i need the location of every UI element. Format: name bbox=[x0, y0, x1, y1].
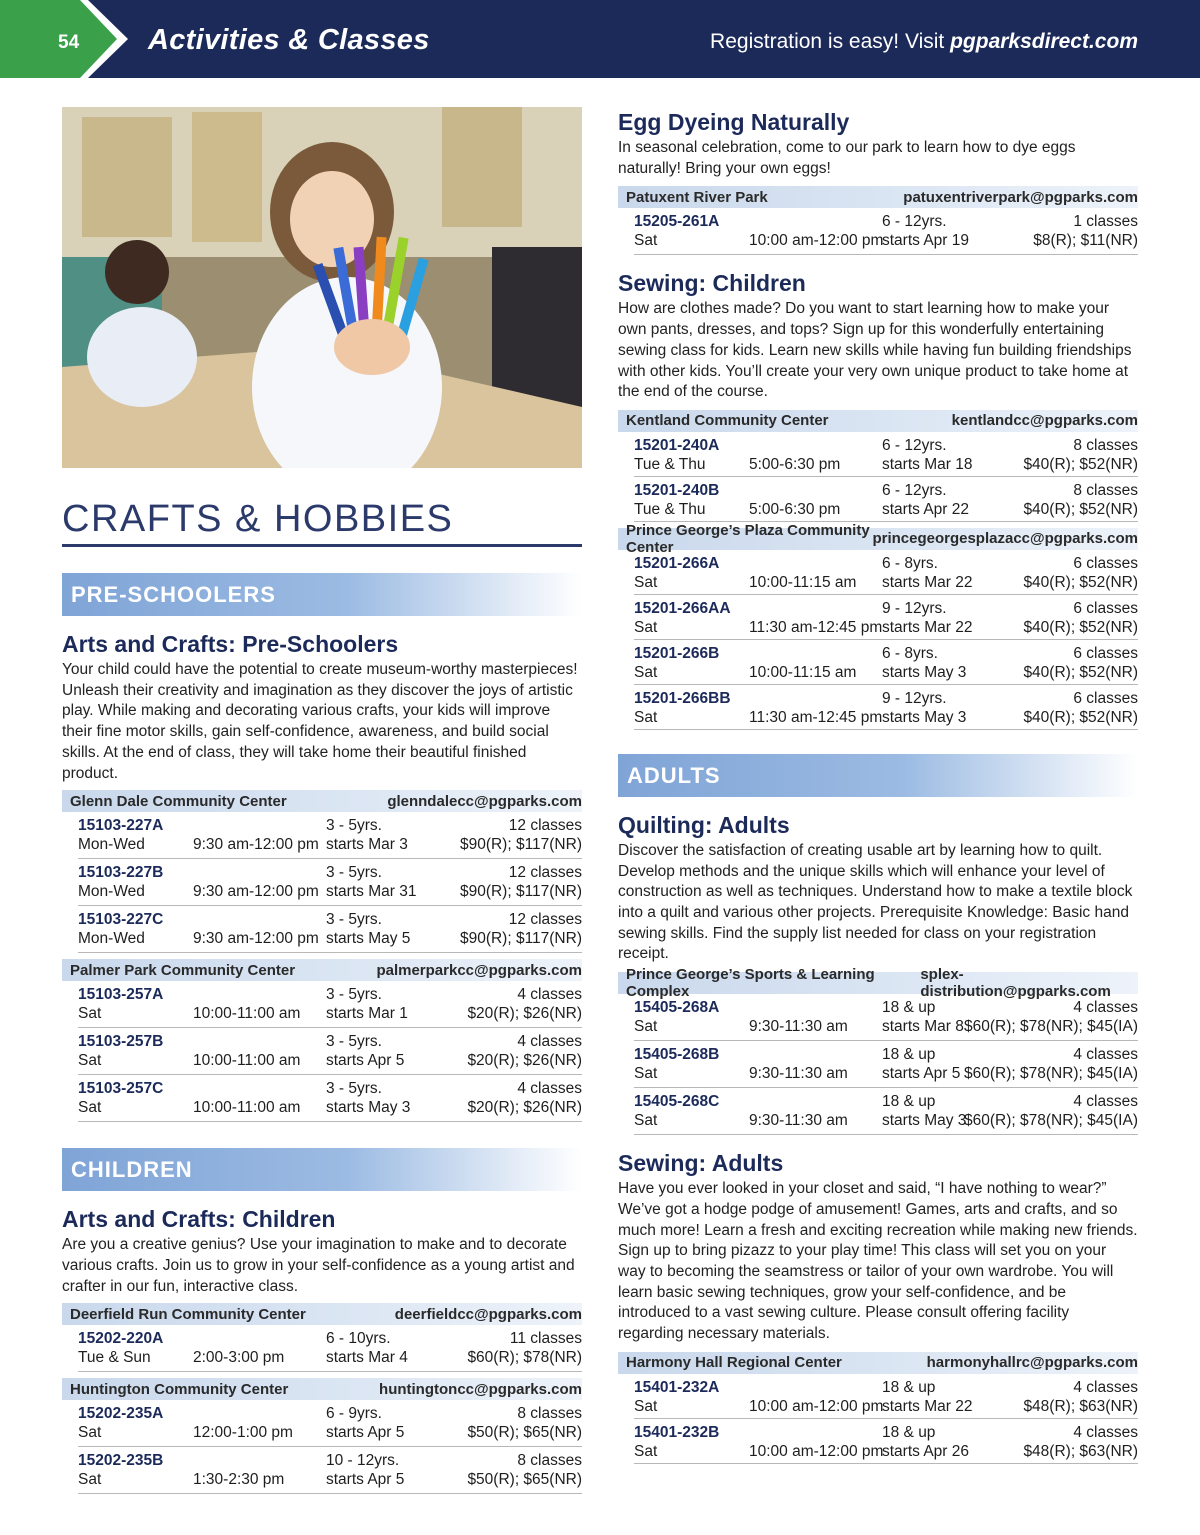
session-row[interactable] bbox=[634, 208, 1138, 255]
location-email[interactable]: princegeorgesplazacc@pgparks.com bbox=[872, 530, 1138, 548]
session-row[interactable] bbox=[634, 550, 1138, 595]
session-day: Sat bbox=[78, 1099, 102, 1117]
location-email[interactable]: patuxentriverpark@pgparks.com bbox=[903, 188, 1138, 206]
session-code: 15405-268C bbox=[634, 1093, 720, 1111]
location-bar bbox=[62, 959, 582, 981]
session-start: starts Mar 22 bbox=[882, 573, 973, 591]
session-row[interactable] bbox=[78, 859, 582, 906]
right-column bbox=[618, 108, 1138, 1464]
course-title: Sewing: Children bbox=[618, 270, 806, 297]
location-bar bbox=[62, 1303, 582, 1325]
location-bar bbox=[618, 966, 1138, 1001]
session-day: Sat bbox=[634, 1397, 658, 1415]
session-age: 6 - 9yrs. bbox=[326, 1405, 382, 1423]
session-start: starts Mar 31 bbox=[326, 883, 417, 901]
session-code: 15201-266BB bbox=[634, 689, 731, 707]
session-row[interactable] bbox=[78, 1400, 582, 1447]
session-fee: $40(R); $52(NR) bbox=[1023, 573, 1138, 591]
course-title: Egg Dyeing Naturally bbox=[618, 109, 850, 135]
session-start: starts May 5 bbox=[326, 930, 411, 948]
session-classes: 4 classes bbox=[1073, 1378, 1138, 1396]
session-time: 10:00-11:00 am bbox=[193, 1005, 301, 1023]
session-code: 15205-261A bbox=[634, 213, 720, 231]
session-day: Sat bbox=[78, 1052, 102, 1070]
session-code: 15405-268A bbox=[634, 999, 720, 1017]
location-name: Huntington Community Center bbox=[70, 1380, 289, 1398]
session-row[interactable] bbox=[78, 981, 582, 1028]
location-name: Prince George’s Sports & Learning Complex bbox=[626, 966, 875, 1001]
session-classes: 6 classes bbox=[1073, 644, 1138, 662]
course-title: Arts and Crafts: Pre-Schoolers bbox=[62, 631, 399, 657]
session-start: starts May 3 bbox=[882, 708, 967, 726]
session-time: 10:00 am-12:00 pm bbox=[749, 1442, 884, 1460]
session-age: 6 - 8yrs. bbox=[882, 554, 938, 572]
session-row[interactable] bbox=[78, 1325, 582, 1372]
session-age: 6 - 12yrs. bbox=[882, 481, 947, 499]
session-fee: $90(R); $117(NR) bbox=[459, 883, 582, 901]
session-time: 2:00-3:00 pm bbox=[193, 1349, 285, 1367]
session-row[interactable] bbox=[78, 1075, 582, 1122]
session-classes: 8 classes bbox=[517, 1405, 582, 1423]
course-description: Have you ever looked in your closet and said, “I have nothing to wear?” We’ve got a hodge podge of amusement! Games, arts and crafts, and so much more! Learn a fresh and exciting recreation while making new friends. Sign up to bring pizazz to your play time! This class will set you on your way to becoming the seamstress or tailor of your own wardrobe. You will learn basic sewing techniques, grow your self-confidence, and be introduced to a vast sewing culture. Please consult offering facility regarding necessary materials. bbox=[618, 1180, 1138, 1343]
session-day: Tue & Sun bbox=[78, 1349, 151, 1367]
session-classes: 6 classes bbox=[1073, 599, 1138, 617]
session-day: Sat bbox=[634, 573, 658, 591]
session-start: starts Mar 4 bbox=[326, 1349, 408, 1367]
session-classes: 8 classes bbox=[1073, 481, 1138, 499]
session-row[interactable] bbox=[634, 994, 1138, 1041]
session-code: 15201-240B bbox=[634, 481, 720, 499]
location-email[interactable]: glenndalecc@pgparks.com bbox=[387, 792, 582, 810]
session-start: starts Mar 3 bbox=[326, 836, 408, 854]
session-fee: $20(R); $26(NR) bbox=[467, 1005, 582, 1023]
location-email[interactable]: deerfieldcc@pgparks.com bbox=[394, 1305, 582, 1323]
session-code: 15405-268B bbox=[634, 1046, 720, 1064]
session-row[interactable] bbox=[634, 640, 1138, 685]
session-classes: 12 classes bbox=[508, 864, 582, 882]
session-fee: $90(R); $117(NR) bbox=[459, 836, 582, 854]
session-row[interactable] bbox=[634, 595, 1138, 640]
session-fee: $90(R); $117(NR) bbox=[459, 930, 582, 948]
session-classes: 6 classes bbox=[1073, 554, 1138, 572]
session-day: Sat bbox=[634, 232, 658, 250]
session-day: Sat bbox=[78, 1424, 102, 1442]
session-time: 11:30 am-12:45 pm bbox=[749, 708, 883, 726]
session-fee: $60(R); $78(NR) bbox=[467, 1349, 582, 1367]
session-day: Sat bbox=[78, 1005, 102, 1023]
session-code: 15103-257B bbox=[78, 1033, 164, 1051]
session-fee: $8(R); $11(NR) bbox=[1033, 232, 1138, 250]
session-age: 9 - 12yrs. bbox=[882, 599, 947, 617]
location-name: Patuxent River Park bbox=[626, 188, 768, 206]
session-age: 3 - 5yrs. bbox=[326, 986, 382, 1004]
course-arts-preschoolers bbox=[62, 630, 582, 1122]
session-time: 10:00-11:15 am bbox=[749, 573, 857, 591]
section-title: Activities & Classes bbox=[148, 24, 430, 56]
session-code: 15401-232A bbox=[634, 1378, 720, 1396]
session-fee: $60(R); $78(NR); $45(IA) bbox=[963, 1112, 1138, 1130]
session-start: starts Mar 1 bbox=[326, 1005, 408, 1023]
location-bar bbox=[618, 521, 1138, 556]
session-fee: $48(R); $63(NR) bbox=[1023, 1442, 1138, 1460]
band-preschoolers: PRE-SCHOOLERS bbox=[62, 573, 582, 616]
location-bar bbox=[618, 186, 1138, 208]
session-time: 9:30 am-12:00 pm bbox=[193, 930, 319, 948]
session-age: 6 - 10yrs. bbox=[326, 1330, 391, 1348]
session-row[interactable] bbox=[634, 685, 1138, 730]
session-code: 15103-257A bbox=[78, 986, 164, 1004]
course-sewing-adults bbox=[618, 1149, 1138, 1464]
session-code: 15202-220A bbox=[78, 1330, 164, 1348]
session-time: 9:30-11:30 am bbox=[749, 1065, 848, 1083]
session-age: 3 - 5yrs. bbox=[326, 864, 382, 882]
session-fee: $20(R); $26(NR) bbox=[467, 1052, 582, 1070]
registration-link[interactable]: pgparksdirect.com bbox=[950, 30, 1138, 53]
session-start: starts Apr 5 bbox=[882, 1065, 961, 1083]
session-start: starts Mar 18 bbox=[882, 455, 973, 473]
course-description: Are you a creative genius? Use your imagination to make and to decorate various crafts. Join us to grow in your self-confidence as a young artist and crafter in our fun, interactive class. bbox=[62, 1236, 575, 1295]
location-email[interactable]: huntingtoncc@pgparks.com bbox=[379, 1380, 582, 1398]
session-code: 15201-266A bbox=[634, 554, 720, 572]
session-classes: 4 classes bbox=[1073, 1093, 1138, 1111]
session-day: Sat bbox=[634, 618, 658, 636]
location-bar bbox=[618, 410, 1138, 432]
location-name: Palmer Park Community Center bbox=[70, 961, 296, 979]
session-code: 15201-266B bbox=[634, 644, 720, 662]
course-description: Your child could have the potential to create museum-worthy masterpieces! Unleash their creativity and imagination as they discover the joys of artistic play. While making and decorating various crafts, your kids will improve their fine motor skills, gain self-confidence, awareness, and build social skills. At the end of class, they will take home their beautiful finished product. bbox=[62, 661, 578, 782]
course-quilting-adults bbox=[618, 811, 1138, 1135]
session-day: Mon-Wed bbox=[78, 883, 145, 901]
session-age: 6 - 12yrs. bbox=[882, 436, 947, 454]
session-classes: 11 classes bbox=[509, 1330, 582, 1348]
session-row[interactable] bbox=[78, 1028, 582, 1075]
session-age: 3 - 5yrs. bbox=[326, 1080, 382, 1098]
location-email[interactable]: splex-distribution@pgparks.com bbox=[920, 966, 1111, 1001]
category-divider bbox=[62, 544, 582, 547]
session-row[interactable] bbox=[78, 1447, 582, 1494]
session-fee: $40(R); $52(NR) bbox=[1023, 618, 1138, 636]
registration-prefix: Registration is easy! Visit bbox=[710, 30, 951, 53]
session-time: 9:30-11:30 am bbox=[749, 1018, 848, 1036]
left-column bbox=[62, 107, 582, 1494]
session-code: 15201-266AA bbox=[634, 599, 731, 617]
session-fee: $50(R); $65(NR) bbox=[467, 1424, 582, 1442]
session-age: 3 - 5yrs. bbox=[326, 911, 382, 929]
session-age: 10 - 12yrs. bbox=[326, 1452, 400, 1470]
session-time: 9:30 am-12:00 pm bbox=[193, 836, 319, 854]
course-egg-dyeing bbox=[618, 108, 1138, 255]
session-age: 6 - 8yrs. bbox=[882, 644, 938, 662]
session-age: 3 - 5yrs. bbox=[326, 1033, 382, 1051]
band-children: CHILDREN bbox=[62, 1148, 582, 1191]
session-time: 10:00-11:00 am bbox=[193, 1052, 301, 1070]
session-row[interactable] bbox=[634, 1088, 1138, 1135]
session-start: starts May 3 bbox=[882, 1112, 967, 1130]
session-time: 10:00-11:15 am bbox=[749, 663, 857, 681]
location-email[interactable]: kentlandcc@pgparks.com bbox=[951, 412, 1138, 430]
session-code: 15202-235A bbox=[78, 1405, 164, 1423]
course-description: In seasonal celebration, come to our park to learn how to dye eggs naturally! Bring your own eggs! bbox=[618, 139, 1076, 177]
band-adults: ADULTS bbox=[618, 754, 1138, 797]
course-sewing-children bbox=[618, 269, 1138, 730]
session-start: starts Apr 22 bbox=[882, 500, 970, 518]
session-classes: 4 classes bbox=[517, 1033, 582, 1051]
session-age: 6 - 12yrs. bbox=[882, 213, 947, 231]
course-arts-children bbox=[62, 1205, 582, 1494]
session-time: 1:30-2:30 pm bbox=[193, 1471, 285, 1489]
session-time: 9:30 am-12:00 pm bbox=[193, 883, 319, 901]
session-start: starts Apr 5 bbox=[326, 1471, 405, 1489]
session-row[interactable] bbox=[634, 1419, 1138, 1464]
session-day: Tue & Thu bbox=[634, 500, 706, 518]
location-name: Harmony Hall Regional Center bbox=[626, 1354, 842, 1372]
session-age: 18 & up bbox=[882, 1046, 936, 1064]
session-code: 15202-235B bbox=[78, 1452, 164, 1470]
session-fee: $50(R); $65(NR) bbox=[467, 1471, 582, 1489]
session-time: 11:30 am-12:45 pm bbox=[749, 618, 883, 636]
session-code: 15103-227C bbox=[78, 911, 164, 929]
session-row[interactable] bbox=[634, 477, 1138, 522]
session-code: 15103-227A bbox=[78, 817, 164, 835]
session-day: Sat bbox=[634, 1442, 658, 1460]
session-classes: 4 classes bbox=[1073, 1046, 1138, 1064]
location-name: Kentland Community Center bbox=[626, 412, 829, 430]
course-description: How are clothes made? Do you want to start learning how to make your own pants, dresses, and tops? Sign up for this wonderfully entertaining sewing class for kids. Learn new skills while having fun building friendships with other kids. You’ll create your very own unique product to take home at the end of the course. bbox=[618, 300, 1132, 401]
session-time: 10:00-11:00 am bbox=[193, 1099, 301, 1117]
session-classes: 6 classes bbox=[1073, 689, 1138, 707]
session-time: 12:00-1:00 pm bbox=[193, 1424, 293, 1442]
session-fee: $40(R); $52(NR) bbox=[1023, 455, 1138, 473]
category-title: CRAFTS & HOBBIES bbox=[62, 498, 454, 540]
course-title: Sewing: Adults bbox=[618, 1150, 784, 1177]
session-day: Tue & Thu bbox=[634, 455, 706, 473]
location-bar bbox=[62, 1378, 582, 1400]
session-row[interactable] bbox=[78, 812, 582, 859]
session-start: starts Apr 19 bbox=[882, 232, 970, 250]
session-row[interactable] bbox=[634, 1374, 1138, 1419]
session-row[interactable] bbox=[634, 1041, 1138, 1088]
session-start: starts May 3 bbox=[326, 1099, 411, 1117]
session-start: starts Apr 26 bbox=[882, 1442, 970, 1460]
course-title: Quilting: Adults bbox=[618, 811, 790, 838]
location-email[interactable]: palmerparkcc@pgparks.com bbox=[376, 961, 582, 979]
location-name: Deerfield Run Community Center bbox=[70, 1305, 306, 1323]
session-fee: $40(R); $52(NR) bbox=[1023, 663, 1138, 681]
session-fee: $40(R); $52(NR) bbox=[1023, 708, 1138, 726]
location-bar bbox=[62, 790, 582, 812]
session-fee: $40(R); $52(NR) bbox=[1023, 500, 1138, 518]
session-start: starts Mar 8 bbox=[882, 1018, 964, 1036]
session-code: 15103-227B bbox=[78, 864, 164, 882]
page-number: 54 bbox=[58, 32, 80, 53]
session-fee: $60(R); $78(NR); $45(IA) bbox=[963, 1018, 1138, 1036]
session-classes: 4 classes bbox=[517, 986, 582, 1004]
location-email[interactable]: harmonyhallrc@pgparks.com bbox=[926, 1354, 1138, 1372]
child-with-markers-photo bbox=[62, 107, 582, 468]
session-start: starts May 3 bbox=[882, 663, 967, 681]
session-fee: $48(R); $63(NR) bbox=[1023, 1397, 1138, 1415]
session-classes: 8 classes bbox=[1073, 436, 1138, 454]
session-age: 9 - 12yrs. bbox=[882, 689, 947, 707]
session-row[interactable] bbox=[634, 432, 1138, 477]
session-day: Sat bbox=[634, 1065, 658, 1083]
location-name: Prince George’s Plaza Community Center bbox=[626, 521, 870, 556]
session-day: Sat bbox=[634, 1112, 658, 1130]
page-number-tab bbox=[0, 0, 128, 78]
session-fee: $60(R); $78(NR); $45(IA) bbox=[963, 1065, 1138, 1083]
page-header bbox=[0, 0, 1200, 78]
session-time: 5:00-6:30 pm bbox=[749, 500, 841, 518]
session-start: starts Apr 5 bbox=[326, 1052, 405, 1070]
session-classes: 1 classes bbox=[1073, 213, 1138, 231]
session-classes: 12 classes bbox=[508, 817, 582, 835]
session-age: 18 & up bbox=[882, 999, 936, 1017]
course-description: Discover the satisfaction of creating usable art by learning how to quilt. Develop methods and the unique skills which will enhance your level of construction as well as techniques. Understand how to make a textile block into a quilt and various other projects. Prerequisite Knowledge: Basic hand sewing skills. Find the supply list needed for class on your registration receipt. bbox=[618, 841, 1133, 963]
session-row[interactable] bbox=[78, 906, 582, 953]
session-fee: $20(R); $26(NR) bbox=[467, 1099, 582, 1117]
session-code: 15201-240A bbox=[634, 436, 720, 454]
registration-note bbox=[710, 30, 1138, 54]
session-start: starts Mar 22 bbox=[882, 618, 973, 636]
session-classes: 12 classes bbox=[508, 911, 582, 929]
session-time: 10:00 am-12:00 pm bbox=[749, 1397, 884, 1415]
session-time: 5:00-6:30 pm bbox=[749, 455, 841, 473]
location-bar bbox=[618, 1352, 1138, 1374]
session-age: 18 & up bbox=[882, 1093, 936, 1111]
location-name: Glenn Dale Community Center bbox=[70, 792, 287, 810]
session-code: 15401-232B bbox=[634, 1423, 720, 1441]
session-day: Sat bbox=[634, 708, 658, 726]
session-day: Sat bbox=[78, 1471, 102, 1489]
session-day: Mon-Wed bbox=[78, 930, 145, 948]
session-classes: 4 classes bbox=[1073, 999, 1138, 1017]
session-age: 3 - 5yrs. bbox=[326, 817, 382, 835]
session-day: Sat bbox=[634, 1018, 658, 1036]
session-classes: 4 classes bbox=[1073, 1423, 1138, 1441]
session-code: 15103-257C bbox=[78, 1080, 164, 1098]
session-day: Sat bbox=[634, 663, 658, 681]
session-age: 18 & up bbox=[882, 1423, 936, 1441]
course-title: Arts and Crafts: Children bbox=[62, 1206, 336, 1233]
session-day: Mon-Wed bbox=[78, 836, 145, 854]
session-time: 9:30-11:30 am bbox=[749, 1112, 848, 1130]
session-start: starts Apr 5 bbox=[326, 1424, 405, 1442]
session-age: 18 & up bbox=[882, 1378, 936, 1396]
session-classes: 4 classes bbox=[517, 1080, 582, 1098]
session-classes: 8 classes bbox=[517, 1452, 582, 1470]
session-start: starts Mar 22 bbox=[882, 1397, 973, 1415]
session-time: 10:00 am-12:00 pm bbox=[749, 232, 884, 250]
